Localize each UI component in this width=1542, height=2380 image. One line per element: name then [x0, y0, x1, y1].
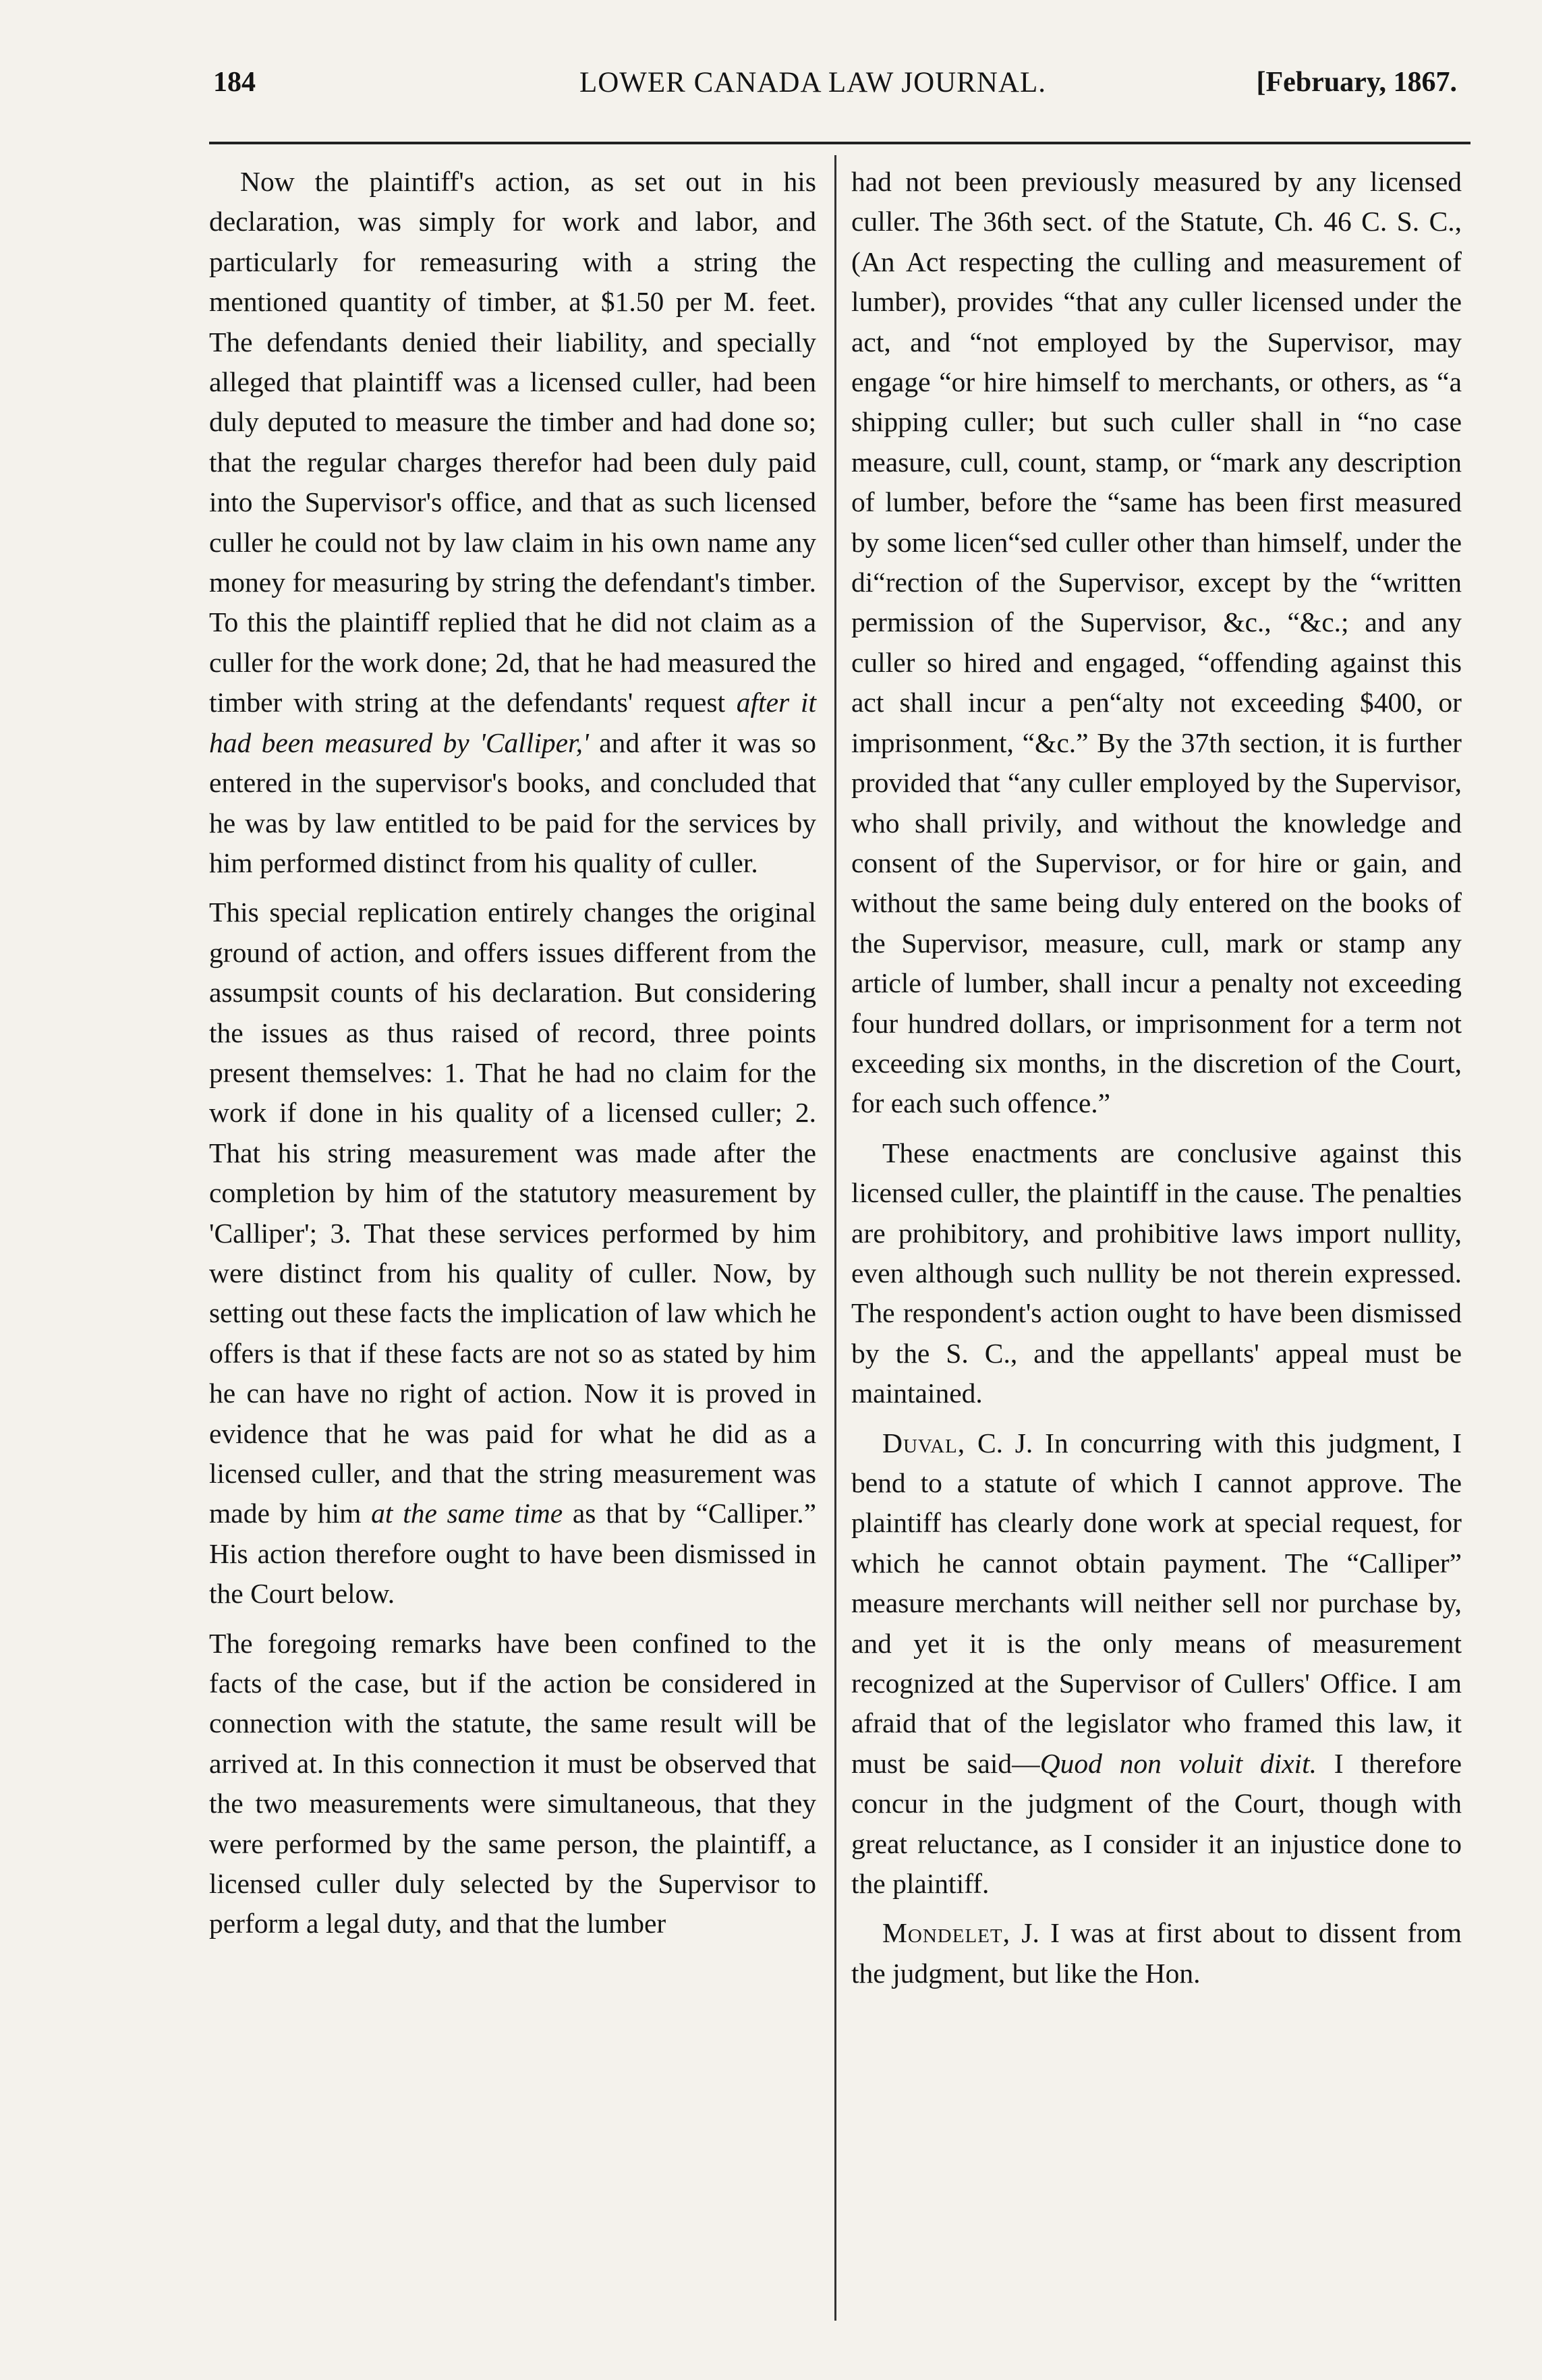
left-p1-italic: after it had been measured by 'Calliper,': [209, 687, 816, 758]
right-paragraph-1: had not been previously measured by any licensed culler. The 36th sect. of the Statute, Ch. 46 C. S. C., (An Act respecting the culling and measurement of lumber), provides “that any culler licensed under the act, and “not employed by the Supervisor, may engage “or hire himself to merchants, or others, as “a shipping culler; but such culler shall in “no case measure, cull, count, stamp, or “mark any description of lumber, before the “same has been first measured by some licen“sed culler other than himself, under the di“rection of the Supervisor, except by the “written permission of the Supervisor, &c., “&c.; and any culler so hired and engaged, “offending against this act shall incur a pen“alty not exceeding $400, or imprisonment, “&c.” By the 37th section, it is further provided that “any culler employed by the Supervisor, who shall privily, and without the knowledge and consent of the Supervisor, or for hire or gain, and without the same being duly entered on the books of the Supervisor, measure, cull, mark or stamp any article of lumber, shall incur a penalty not exceeding four hundred dollars, or imprisonment for a term not exceeding six months, in the discretion of the Court, for each such offence.”: [851, 166, 1462, 1119]
left-p2-text: This special replication entirely changes the original ground of action, and offers issues different from the assumpsit counts of his declaration. But considering the issues as thus raised of record, three points present themselves: 1. That he had no claim for the work if done in his quality of a licensed culler; 2. That his string measurement was made after the completion by him of the statutory measurement by 'Calliper'; 3. That these services performed by him were distinct from his quality of culler. Now, by setting out these facts the implication of law which he offers is that if these facts are not so as stated by him he can have no right of action. Now it is proved in evidence that he was paid for what he did as a licensed culler, and that the string measurement was made by him: [209, 897, 816, 1529]
right-p3-end: I therefore concur in the judgment of the Court, though with great reluctance, as I consider it an injustice done to the plaintiff.: [851, 1747, 1462, 1900]
left-paragraph-3: The foregoing remarks have been confined to the facts of the case, but if the action be considered in connection with the statute, the same result will be arrived at. In this connection it must be observed that the two measurements were simultaneous, that they were performed by the same person, the plaintiff, a licensed culler duly selected by the Supervisor to perform a legal duty, and that the lumber: [209, 1627, 816, 1939]
left-paragraph-2: [209, 893, 816, 1614]
issue-date: [February, 1867.: [1256, 67, 1457, 98]
header-rule: [209, 142, 1470, 144]
right-paragraph-2: These enactments are conclusive against this licensed culler, the plaintiff in the cause. The penalties are prohibitory, and prohibitive laws import nullity, even although such nullity be not therein expressed. The respondent's action ought to have been dismissed by the S. C., and the appellants' appeal must be maintained.: [851, 1137, 1462, 1409]
right-p3-italic: Quod non voluit dixit.: [1039, 1747, 1317, 1779]
right-column: [851, 162, 1462, 1993]
speaker-duval-title: C. J.: [977, 1427, 1033, 1458]
speaker-mondelet: Mondelet,: [882, 1917, 1010, 1949]
right-paragraph-4: [851, 1913, 1462, 1993]
right-paragraph-3: [851, 1423, 1462, 1904]
left-p2-end: as that by “Calliper.” His action therefore ought to have been dismissed in the Court below.: [209, 1498, 817, 1610]
left-p2-italic: at the same time: [371, 1498, 563, 1529]
left-p1-end: and after it was so entered in the supervisor's books, and concluded that he was by law entitled to be paid for the services by him performed distinct from his quality of culler.: [209, 727, 816, 878]
speaker-mondelet-title: J.: [1021, 1917, 1039, 1949]
running-header: [169, 66, 1457, 107]
page-number: 184: [213, 67, 256, 98]
journal-title: LOWER CANADA LAW JOURNAL.: [579, 67, 1046, 98]
left-column: [209, 162, 816, 1944]
right-p3-text: In concurring with this judgment, I bend to a statute of which I cannot approve. The plaintiff has clearly done work at special request, for which he cannot obtain payment. The “Calliper” measure merchants will neither sell nor purchase by, and yet it is the only means of measurement recognized at the Supervisor of Cullers' Office. I am afraid that of the legislator who framed this law, it must be said—: [851, 1427, 1462, 1779]
right-p4-text: I was at first about to dissent from the judgment, but like the Hon.: [851, 1917, 1462, 1989]
speaker-duval: Duval,: [882, 1427, 966, 1458]
left-paragraph-1: [209, 162, 816, 883]
left-p1-text: Now the plaintiff's action, as set out in his declaration, was simply for work and labor, and particularly for remeasuring with a string the mentioned quantity of timber, at $1.50 per M. feet. The defendants denied their liability, and specially alleged that plaintiff was a licensed culler, had been duly deputed to measure the timber and had done so; that the regular charges therefor had been duly paid into the Supervisor's office, and that as such licensed culler he could not by law claim in his own name any money for measuring by string the defendant's timber. To this the plaintiff replied that he did not claim as a culler for the work done; 2d, that he had measured the timber with string at the defendants' request: [209, 166, 816, 718]
column-divider: [834, 155, 836, 2321]
